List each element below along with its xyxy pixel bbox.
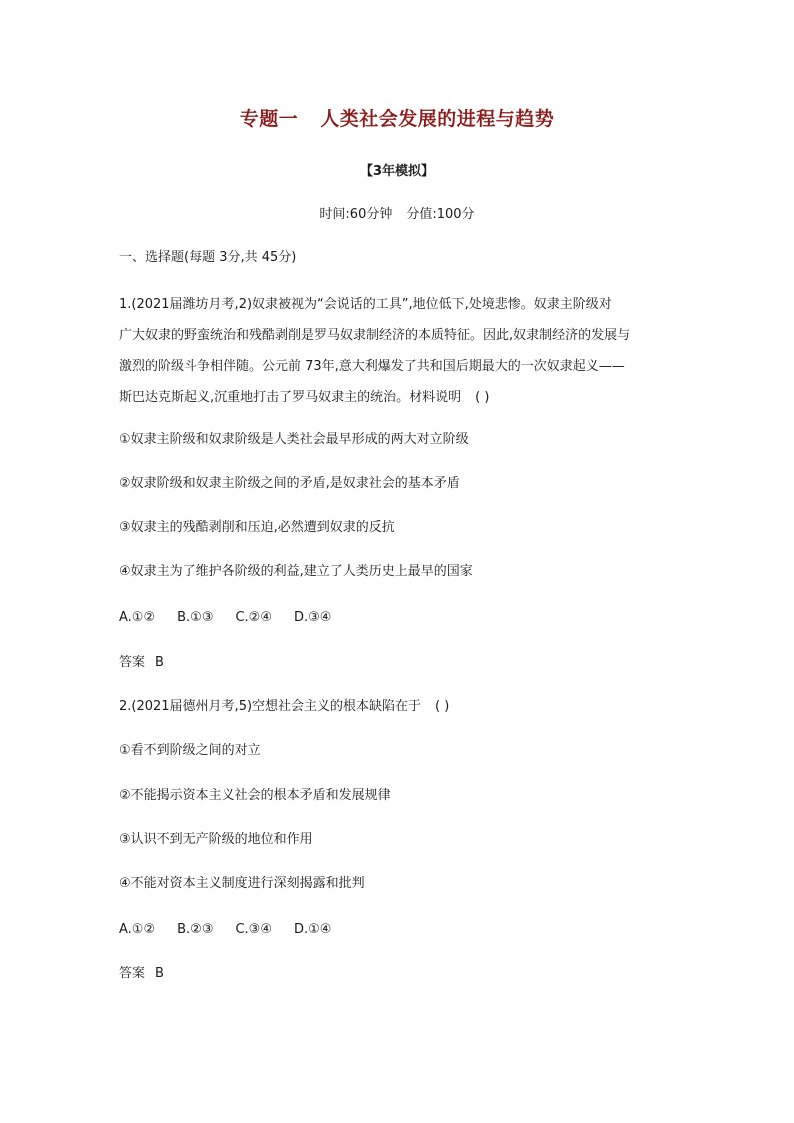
exam-score: 分值:100分 (406, 207, 475, 222)
title-part-2: 人类社会发展的进程与趋势 (320, 108, 555, 130)
choice-d: D.①④ (294, 922, 332, 937)
choice-a: A.①② (119, 610, 156, 625)
question-2-option-2: ②不能揭示资本主义社会的根本矛盾和发展规律 (119, 788, 391, 803)
choice-c: C.③④ (235, 922, 272, 937)
exam-meta (0, 203, 794, 222)
answer-value: B (155, 655, 164, 670)
question-1-answer (119, 653, 164, 673)
question-1-option-3: ③奴隶主的残酷剥削和压迫,必然遭到奴隶的反抗 (119, 520, 395, 535)
question-1-choices (119, 608, 353, 628)
question-1-stem-line: 激烈的阶级斗争相伴随。公元前 73年,意大利爆发了共和国后期最大的一次奴隶起义—— (119, 359, 625, 374)
question-2-option-4: ④不能对资本主义制度进行深刻揭露和批判 (119, 876, 365, 891)
question-1-answer-blank: ( ) (475, 390, 490, 405)
question-1-option-1: ①奴隶主阶级和奴隶阶级是人类社会最早形成的两大对立阶级 (119, 432, 469, 447)
question-1-stem (119, 295, 679, 419)
choice-b: B.②③ (177, 922, 214, 937)
question-2-option-1: ①看不到阶级之间的对立 (119, 743, 261, 758)
question-1-stem-line: 斯巴达克斯起义,沉重地打击了罗马奴隶主的统治。材料说明 ( ) (119, 388, 679, 419)
question-2-answer-blank: ( ) (435, 699, 450, 714)
answer-label: 答案 (119, 655, 146, 670)
answer-label: 答案 (119, 966, 146, 981)
page-title (0, 104, 794, 131)
question-1-option-2: ②奴隶阶级和奴隶主阶级之间的矛盾,是奴隶社会的基本矛盾 (119, 476, 460, 491)
choice-a: A.①② (119, 922, 156, 937)
subtitle: 【3年模拟】 (359, 164, 435, 179)
title-part-1: 专题一 (239, 108, 299, 130)
answer-value: B (155, 966, 164, 981)
question-2-answer (119, 964, 164, 984)
choice-c: C.②④ (235, 610, 272, 625)
section-heading: 一、选择题(每题 3分,共 45分) (119, 250, 297, 265)
question-1-stem-line: 广大奴隶的野蛮统治和残酷剥削是罗马奴隶制经济的本质特征。因此,奴隶制经济的发展与 (119, 328, 631, 343)
question-2-choices (119, 920, 353, 940)
exam-time: 时间:60分钟 (319, 207, 393, 222)
question-1-stem-line: 1.(2021届潍坊月考,2)奴隶被视为“会说话的工具”,地位低下,处境悲惨。奴隶主阶级对 (119, 297, 612, 312)
question-2-stem: 2.(2021届德州月考,5)空想社会主义的根本缺陷在于 ( ) (119, 697, 449, 717)
choice-d: D.③④ (294, 610, 332, 625)
question-1-option-4: ④奴隶主为了维护各阶级的利益,建立了人类历史上最早的国家 (119, 564, 473, 579)
choice-b: B.①③ (177, 610, 214, 625)
question-2-option-3: ③认识不到无产阶级的地位和作用 (119, 832, 313, 847)
